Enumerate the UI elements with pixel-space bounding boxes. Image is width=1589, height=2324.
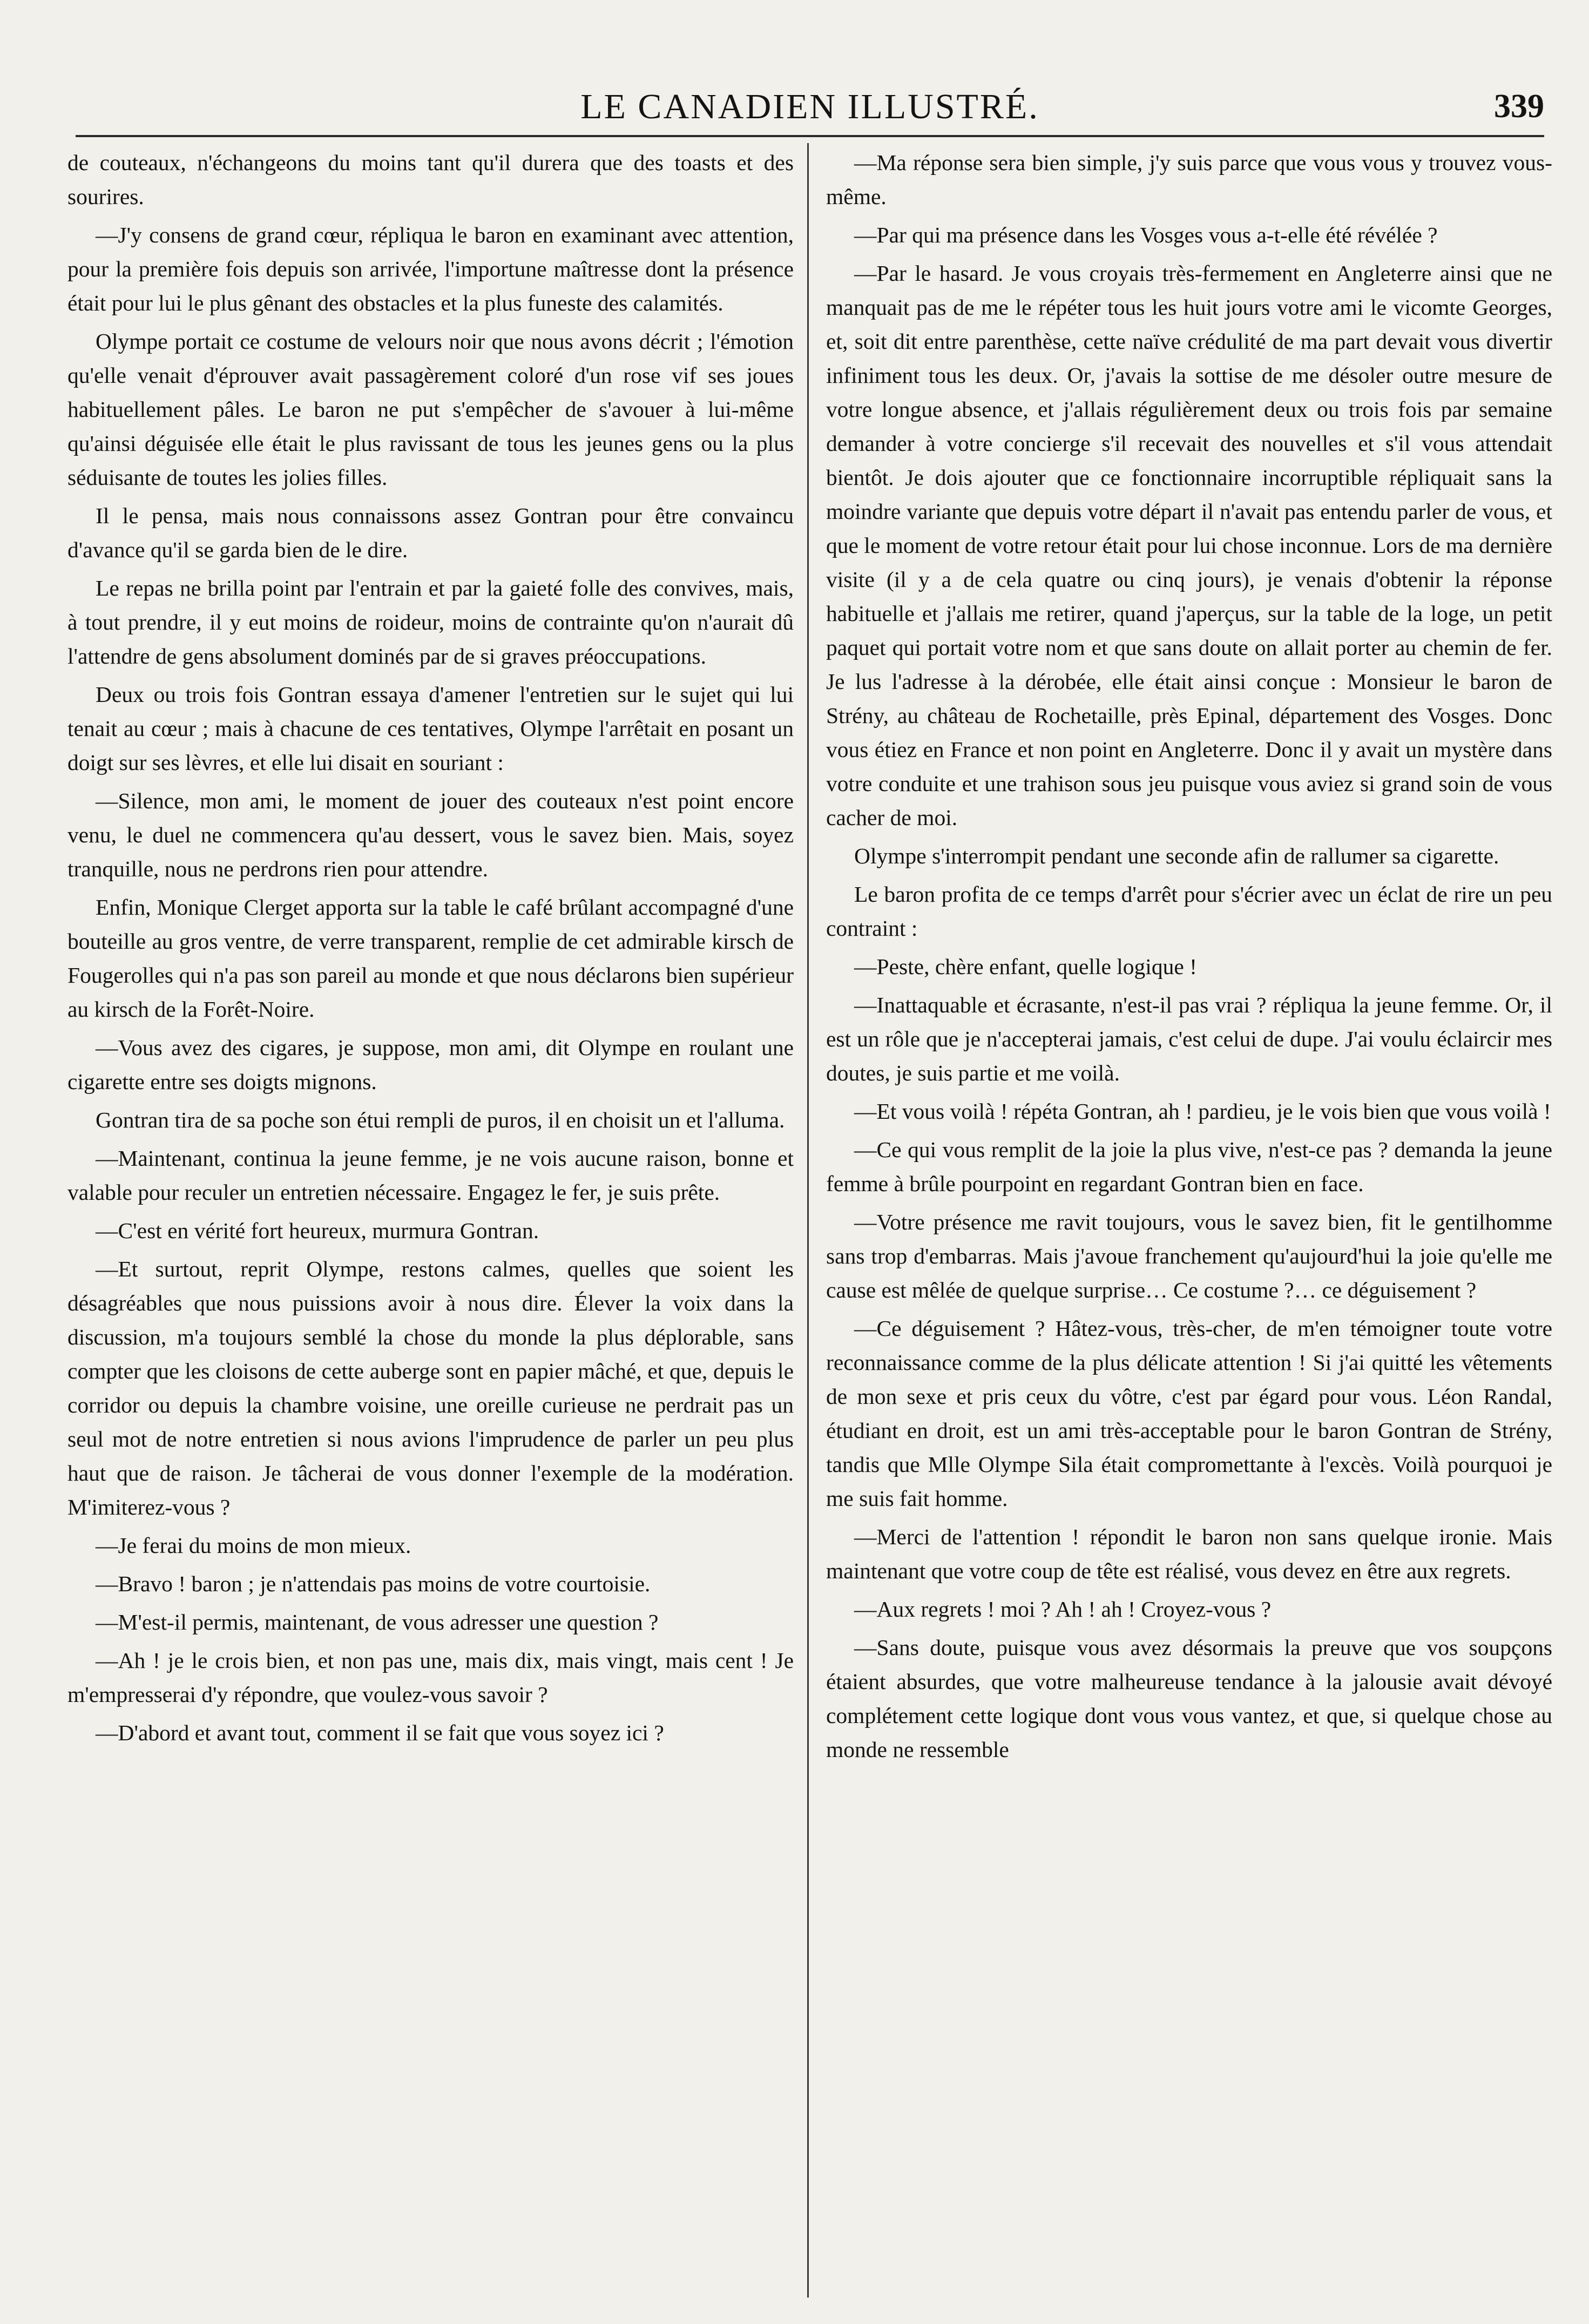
paragraph: —Je ferai du moins de mon mieux. <box>96 1533 411 1558</box>
paragraph: —D'abord et avant tout, comment il se fait que vous soyez ici ? <box>96 1720 664 1745</box>
header-rule <box>76 135 1544 137</box>
paragraph: —Et surtout, reprit Olympe, restons calmes, quelles que soient les désagréables que nous puissions avoir à nous dire. Élever la voix dans la discussion, m'a toujours semblé la chose du monde la plus déplorable, sans compter que les cloisons de cette auberge sont en papier mâché, et que, depuis le corridor ou depuis la chambre voisine, une oreille curieuse ne perdrait pas un seul mot de notre entretien si nous avions l'imprudence de parler un peu plus haut que de raison. Je tâcherai de vous donner l'exemple de la modération. M'imiterez-vous ? <box>67 1256 794 1519</box>
paragraph: —Maintenant, continua la jeune femme, je ne vois aucune raison, bonne et valable pour reculer un entretien nécessaire. Engagez le fer, je suis prête. <box>67 1146 794 1205</box>
paragraph: Enfin, Monique Clerget apporta sur la table le café brûlant accompagné d'une bouteille au gros ventre, de verre transparent, remplie de cet admirable kirsch de Fougerolles qui n'a pas son pareil au monde et que nous déclarons bien supérieur au kirsch de la Forêt-Noire. <box>67 895 794 1022</box>
newspaper-title: LE CANADIEN ILLUSTRÉ. <box>580 87 1039 126</box>
paragraph: —Et vous voilà ! répéta Gontran, ah ! pardieu, je le vois bien que vous voilà ! <box>854 1099 1551 1124</box>
paragraph: de couteaux, n'échangeons du moins tant qu'il durera que des toasts et des sourires. <box>67 150 794 209</box>
paragraph: Il le pensa, mais nous connaissons assez Gontran pour être convaincu d'avance qu'il se garda bien de le dire. <box>67 503 794 562</box>
paragraph: Le baron profita de ce temps d'arrêt pour s'écrier avec un éclat de rire un peu contraint : <box>826 882 1552 941</box>
paragraph: —Aux regrets ! moi ? Ah ! ah ! Croyez-vous ? <box>854 1597 1272 1622</box>
paragraph: —C'est en vérité fort heureux, murmura Gontran. <box>96 1218 539 1243</box>
paragraph: Olympe s'interrompit pendant une seconde afin de rallumer sa cigarette. <box>854 843 1499 868</box>
paragraph: —Bravo ! baron ; je n'attendais pas moins de votre courtoisie. <box>96 1571 651 1596</box>
paragraph: —J'y consens de grand cœur, répliqua le baron en examinant avec attention, pour la première fois depuis son arrivée, l'importune maîtresse dont la présence était pour lui le plus gênant des obstacles et la plus funeste des calamités. <box>67 222 794 315</box>
paragraph: —Peste, chère enfant, quelle logique ! <box>854 954 1197 979</box>
paragraph: —Ce qui vous remplit de la joie la plus vive, n'est-ce pas ? demanda la jeune femme à brûle pourpoint en regardant Gontran bien en face. <box>826 1137 1552 1196</box>
paragraph: Le repas ne brilla point par l'entrain et par la gaieté folle des convives, mais, à tout prendre, il y eut moins de roideur, moins de contrainte qu'on n'aurait dû l'attendre de gens absolument dominés par de si graves préoccupations. <box>67 576 794 668</box>
paragraph: —Par le hasard. Je vous croyais très-fermement en Angleterre ainsi que ne manquait pas de me le répéter tous les huit jours votre ami le vicomte Georges, et, soit dit entre parenthèse, cette naïve crédulité de ma part devait vous divertir infiniment tous les deux. Or, j'avais la sottise de me désoler outre mesure de votre longue absence, et j'allais régulièrement deux ou trois fois par semaine demander à votre concierge s'il recevait des nouvelles et s'il vous attendait bientôt. Je dois ajouter que ce fonctionnaire incorruptible répliquait sans la moindre variante que depuis votre départ il n'avait pas entendu parler de vous, et que le moment de votre retour était pour lui chose inconnue. Lors de ma dernière visite (il y a de cela quatre ou cinq jours), je venais d'obtenir la réponse habituelle et j'allais me retirer, quand j'aperçus, sur la table de la loge, un petit paquet qui portait votre nom et que sans doute on allait porter au chemin de fer. Je lus l'adresse à la dérobée, elle était ainsi conçue : Monsieur le baron de Strény, au château de Rochetaille, près Epinal, département des Vosges. Donc vous étiez en France et non point en Angleterre. Donc il y avait un mystère dans votre conduite et une trahison sous jeu puisque vous aviez si grand soin de vous cacher de moi. <box>826 261 1552 830</box>
right-column <box>826 146 1552 2300</box>
paragraph: —Vous avez des cigares, je suppose, mon ami, dit Olympe en roulant une cigarette entre ses doigts mignons. <box>67 1035 794 1094</box>
paragraph: —Sans doute, puisque vous avez désormais la preuve que vos soupçons étaient absurdes, que votre malheureuse tendance à la jalousie avait dévoyé complétement cette logique dont vous vous vantez, et que, si quelque chose au monde ne ressemble <box>826 1635 1552 1762</box>
paragraph: Gontran tira de sa poche son étui rempli de puros, il en choisit un et l'alluma. <box>96 1107 785 1132</box>
paragraph: —Votre présence me ravit toujours, vous le savez bien, fit le gentilhomme sans trop d'embarras. Mais j'avoue franchement qu'aujourd'hui la joie qu'elle me cause est mêlée de quelque surprise… Ce costume ?… ce déguisement ? <box>826 1210 1552 1302</box>
page-number: 339 <box>1494 88 1544 125</box>
paragraph: Olympe portait ce costume de velours noir que nous avons décrit ; l'émotion qu'elle venait d'éprouver avait passagèrement coloré d'un rose vif ses joues habituellement pâles. Le baron ne put s'empêcher de s'avouer à lui-même qu'ainsi déguisée elle était le plus ravissant de tous les jeunes gens ou la plus séduisante de toutes les jolies filles. <box>67 329 794 490</box>
paragraph: —Silence, mon ami, le moment de jouer des couteaux n'est point encore venu, le duel ne commencera qu'au dessert, vous le savez bien. Mais, soyez tranquille, nous ne perdrons rien pour attendre. <box>67 788 794 881</box>
paragraph: —Ah ! je le crois bien, et non pas une, mais dix, mais vingt, mais cent ! Je m'empresserai d'y répondre, que voulez-vous savoir ? <box>67 1648 794 1707</box>
left-column <box>67 146 794 2300</box>
paragraph: —Ce déguisement ? Hâtez-vous, très-cher, de m'en témoigner toute votre reconnaissance comme de la plus délicate attention ! Si j'ai quitté les vêtements de mon sexe et pris ceux du vôtre, c'est par égard pour vous. Léon Randal, étudiant en droit, est un ami très-acceptable pour le baron Gontran de Strény, tandis que Mlle Olympe Sila était compromettante à l'excès. Voilà pourquoi je me suis fait homme. <box>826 1316 1552 1511</box>
paragraph: —Ma réponse sera bien simple, j'y suis parce que vous vous y trouvez vous-même. <box>826 150 1552 209</box>
column-divider <box>807 143 809 2298</box>
page-header <box>76 81 1544 130</box>
paragraph: —Par qui ma présence dans les Vosges vous a-t-elle été révélée ? <box>854 222 1438 247</box>
paragraph: —Merci de l'attention ! répondit le baron non sans quelque ironie. Mais maintenant que votre coup de tête est réalisé, vous devez en être aux regrets. <box>826 1524 1552 1583</box>
paragraph: —Inattaquable et écrasante, n'est-il pas vrai ? répliqua la jeune femme. Or, il est un rôle que je n'accepterai jamais, c'est celui de dupe. J'ai voulu éclaircir mes doutes, je suis partie et me voilà. <box>826 992 1552 1085</box>
paragraph: —M'est-il permis, maintenant, de vous adresser une question ? <box>96 1610 659 1634</box>
paragraph: Deux ou trois fois Gontran essaya d'amener l'entretien sur le sujet qui lui tenait au cœur ; mais à chacune de ces tentatives, Olympe l'arrêtait en posant un doigt sur ses lèvres, et elle lui disait en souriant : <box>67 682 794 775</box>
